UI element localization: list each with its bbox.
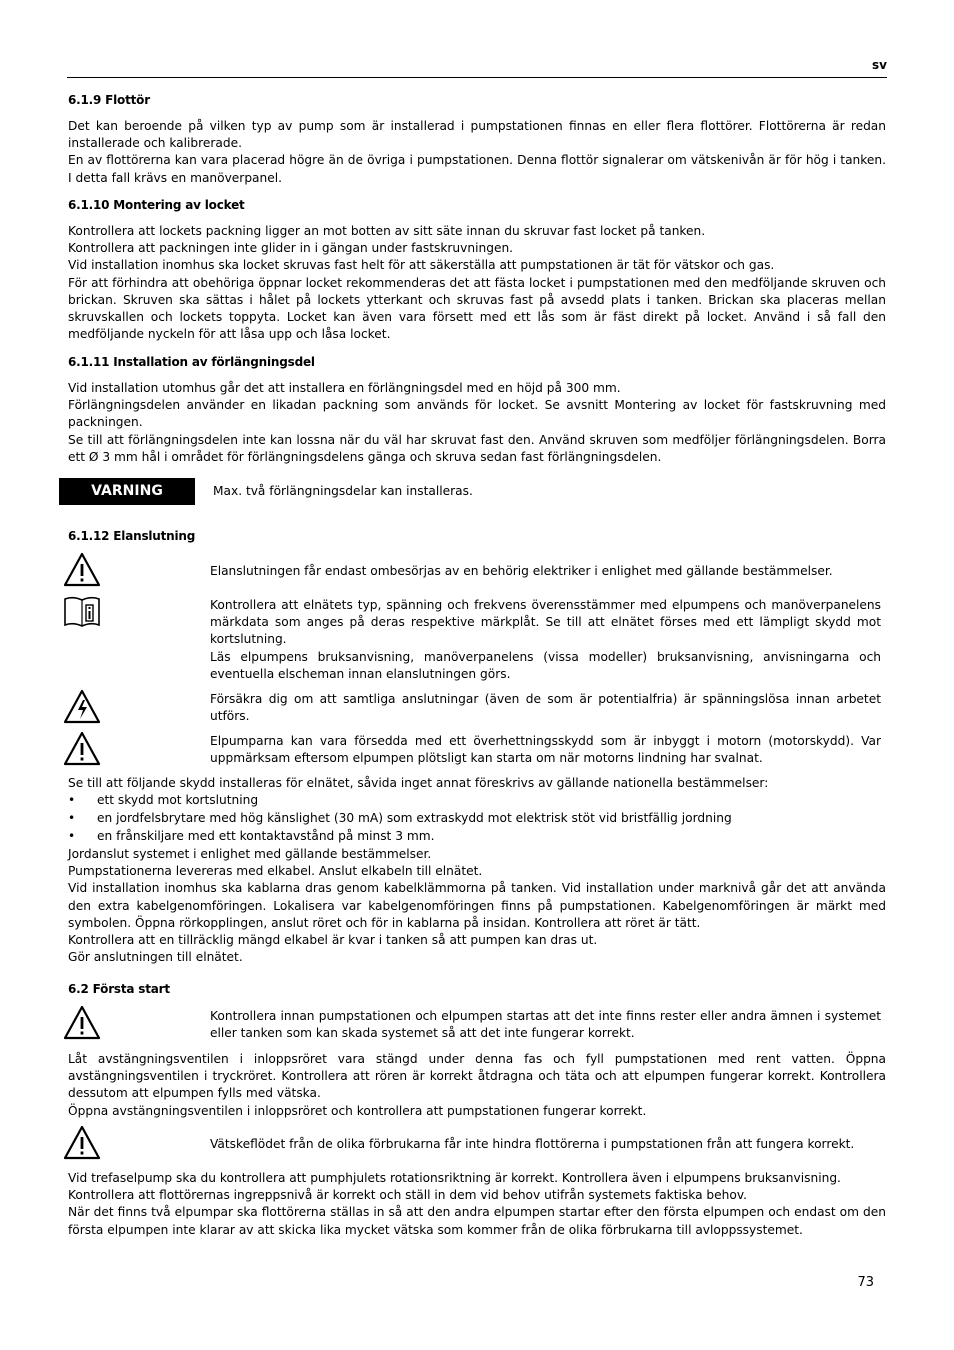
warning-triangle-icon (63, 1125, 101, 1161)
section-6-2-text-2 (68, 1170, 886, 1239)
paragraph: När det finns två elpumpar ska flottörerna ställas in så att den andra elpumpen startar efter den första elpumpen och endast om den första elpumpen inte klarar av att skicka lika mycket vätska som kommer från de olika förbrukarna till avloppssystemet. (68, 1205, 886, 1237)
list-item (68, 828, 732, 846)
header-rule (67, 77, 887, 78)
bullet-list (68, 792, 732, 845)
manual-info-icon (63, 594, 101, 630)
section-6-1-10-text (68, 223, 886, 343)
bullet-icon: • (68, 810, 76, 825)
paragraph: Förlängningsdelen använder en likadan packning som används för locket. Se avsnitt Montering av locket för fastskruvning med packningen. (68, 398, 886, 430)
paragraph: Läs elpumpens bruksanvisning, manöverpanelens (vissa modeller) bruksanvisning, anvisningarna och eventuella elscheman innan elanslutningen görs. (210, 649, 881, 681)
paragraph: Se till att följande skydd installeras för elnätet, såvida inget annat föreskrivs av gällande nationella bestämmelser: (68, 776, 769, 790)
warning-triangle-icon (63, 731, 101, 767)
warning-text: Max. två förlängningsdelar kan installeras. (213, 484, 473, 498)
page-number: 73 (857, 1275, 874, 1290)
warning-label: VARNING (59, 478, 195, 505)
paragraph: Det kan beroende på vilken typ av pump som är installerad i pumpstationen finnas en eller flera flottörer. Flottörerna är redan installerade och kalibrerade. (68, 119, 886, 151)
list-item-text: ett skydd mot kortslutning (97, 793, 259, 807)
paragraph: Låt avstängningsventilen i inloppsröret vara stängd under denna fas och fyll pumpstationen med rent vatten. Öppna avstängningsventilen i tryckröret. Kontrollera att rören är korrekt åtdragna och täta och att elpumpen fungerar korrekt. Kontrollera dessutom att elpumpen fylls med vätska. (68, 1052, 886, 1101)
bullet-icon: • (68, 793, 76, 807)
icon-item-text: Elpumparna kan vara försedda med ett överhettningsskydd som är inbyggt i motorn (motorskydd). Var uppmärksam eftersom elpumpen plötsligt kan starta om när motorns lindning har svalnat. (210, 734, 881, 766)
paragraph: Gör anslutningen till elnätet. (68, 950, 243, 965)
icon-item-text: Kontrollera innan pumpstationen och elpumpen startas att det inte finns rester eller andra ämnen i systemet eller tanken som kan skada systemet så att det inte fungerar korrekt. (210, 1009, 881, 1041)
paragraph: Kontrollera att packningen inte glider in i gängan under fastskruvningen. (68, 241, 514, 256)
heading-6-1-11: 6.1.11 Installation av förlängningsdel (68, 355, 315, 369)
heading-6-1-12: 6.1.12 Elanslutning (68, 529, 196, 543)
paragraph: Kontrollera att elnätets typ, spänning och frekvens överensstämmer med elpumpens och manöverpanelens märkdata som anges på deras respektive märkplåt. Se till att elnätet förses med ett lämpligt skydd mot kortslutning. (210, 598, 881, 647)
section-6-1-12-text (68, 846, 886, 966)
warning-triangle-icon (63, 552, 101, 588)
icon-item-text: Elanslutningen får endast ombesörjas av en behörig elektriker i enlighet med gällande bestämmelser. (210, 564, 833, 578)
paragraph: Pumpstationerna levereras med elkabel. Anslut elkabeln till elnätet. (68, 864, 483, 879)
paragraph: Kontrollera att en tillräcklig mängd elkabel är kvar i tanken så att pumpen kan dras ut. (68, 933, 598, 948)
heading-6-1-10: 6.1.10 Montering av locket (68, 198, 245, 212)
icon-item-text: Vätskeflödet från de olika förbrukarna får inte hindra flottörerna i pumpstationen från att fungera korrekt. (210, 1137, 855, 1151)
section-6-1-9-text (68, 118, 886, 187)
paragraph: Kontrollera att lockets packning ligger an mot botten av sitt säte innan du skruvar fast locket på tanken. (68, 224, 706, 238)
icon-item-text: Försäkra dig om att samtliga anslutningar (även de som är potentialfria) är spänningslösa innan arbetet utförs. (210, 692, 881, 724)
electrical-hazard-icon (63, 689, 101, 725)
heading-6-2: 6.2 Första start (68, 982, 170, 996)
paragraph: En av flottörerna kan vara placerad högre än de övriga i pumpstationen. Denna flottör signalerar om vätskenivån är för hög i tanken. I detta fall krävs en manöverpanel. (68, 153, 886, 185)
list-item (68, 792, 732, 810)
paragraph: Se till att förlängningsdelen inte kan lossna när du väl har skruvat fast den. Använd skruven som medföljer förlängningsdelen. Borra ett Ø 3 mm hål i området för förlängningsdelens gänga och skruva sedan fast förlängningsdelen. (68, 432, 886, 464)
paragraph: Vid trefaselpump ska du kontrollera att pumphjulets rotationsriktning är korrekt. Kontrollera även i elpumpens bruksanvisning. (68, 1171, 841, 1185)
icon-item-text (210, 597, 881, 683)
paragraph: För att förhindra att obehöriga öppnar locket rekommenderas det att fästa locket i pumpstationen med den medföljande skruven och brickan. Skruven ska sättas i hålet på lockets ytterkant och skruvas fast på avsedd plats i tanken. Brickan ska placeras mellan skruvskallen och lockets toppyta. Locket kan även vara försett med ett lås som är fäst direkt på locket. Använd i så fall den medföljande nyckeln för att låsa upp och låsa locket. (68, 275, 886, 342)
heading-6-1-9: 6.1.9 Flottör (68, 93, 150, 107)
paragraph: Vid installation utomhus går det att installera en förlängningsdel med en höjd på 300 mm. (68, 381, 621, 395)
list-item-text: en frånskiljare med ett kontaktavstånd på minst 3 mm. (97, 828, 435, 843)
section-6-1-11-text (68, 380, 886, 466)
paragraph: Vid installation inomhus ska locket skruvas fast helt för att säkerställa att pumpstationen är tät för vätskor och gas. (68, 258, 775, 273)
paragraph: Öppna avstängningsventilen i inloppsröret och kontrollera att pumpstationen fungerar korrekt. (68, 1103, 647, 1118)
paragraph: Kontrollera att flottörernas ingreppsnivå är korrekt och ställ in dem vid behov utifrån systemets faktiska behov. (68, 1188, 747, 1203)
bullet-icon: • (68, 828, 76, 843)
list-item-text: en jordfelsbrytare med hög känslighet (30 mA) som extraskydd mot elektrisk stöt vid bristfällig jordning (97, 810, 732, 825)
section-6-2-text (68, 1051, 886, 1120)
paragraph: Jordanslut systemet i enlighet med gällande bestämmelser. (68, 847, 432, 861)
paragraph: Vid installation inomhus ska kablarna dras genom kabelklämmorna på tanken. Vid installation under marknivå går det att använda den extra kabelgenomföringen. Lokalisera var kabelgenomföringen finns på pumpstationen. Kabelgenomföringen är märkt med symbolen. Öppna rörkopplingen, anslut röret och för in kablarna på insidan. Kontrollera att röret är tätt. (68, 881, 886, 930)
list-item (68, 810, 732, 828)
warning-triangle-icon (63, 1005, 101, 1041)
language-code: sv (872, 58, 887, 72)
